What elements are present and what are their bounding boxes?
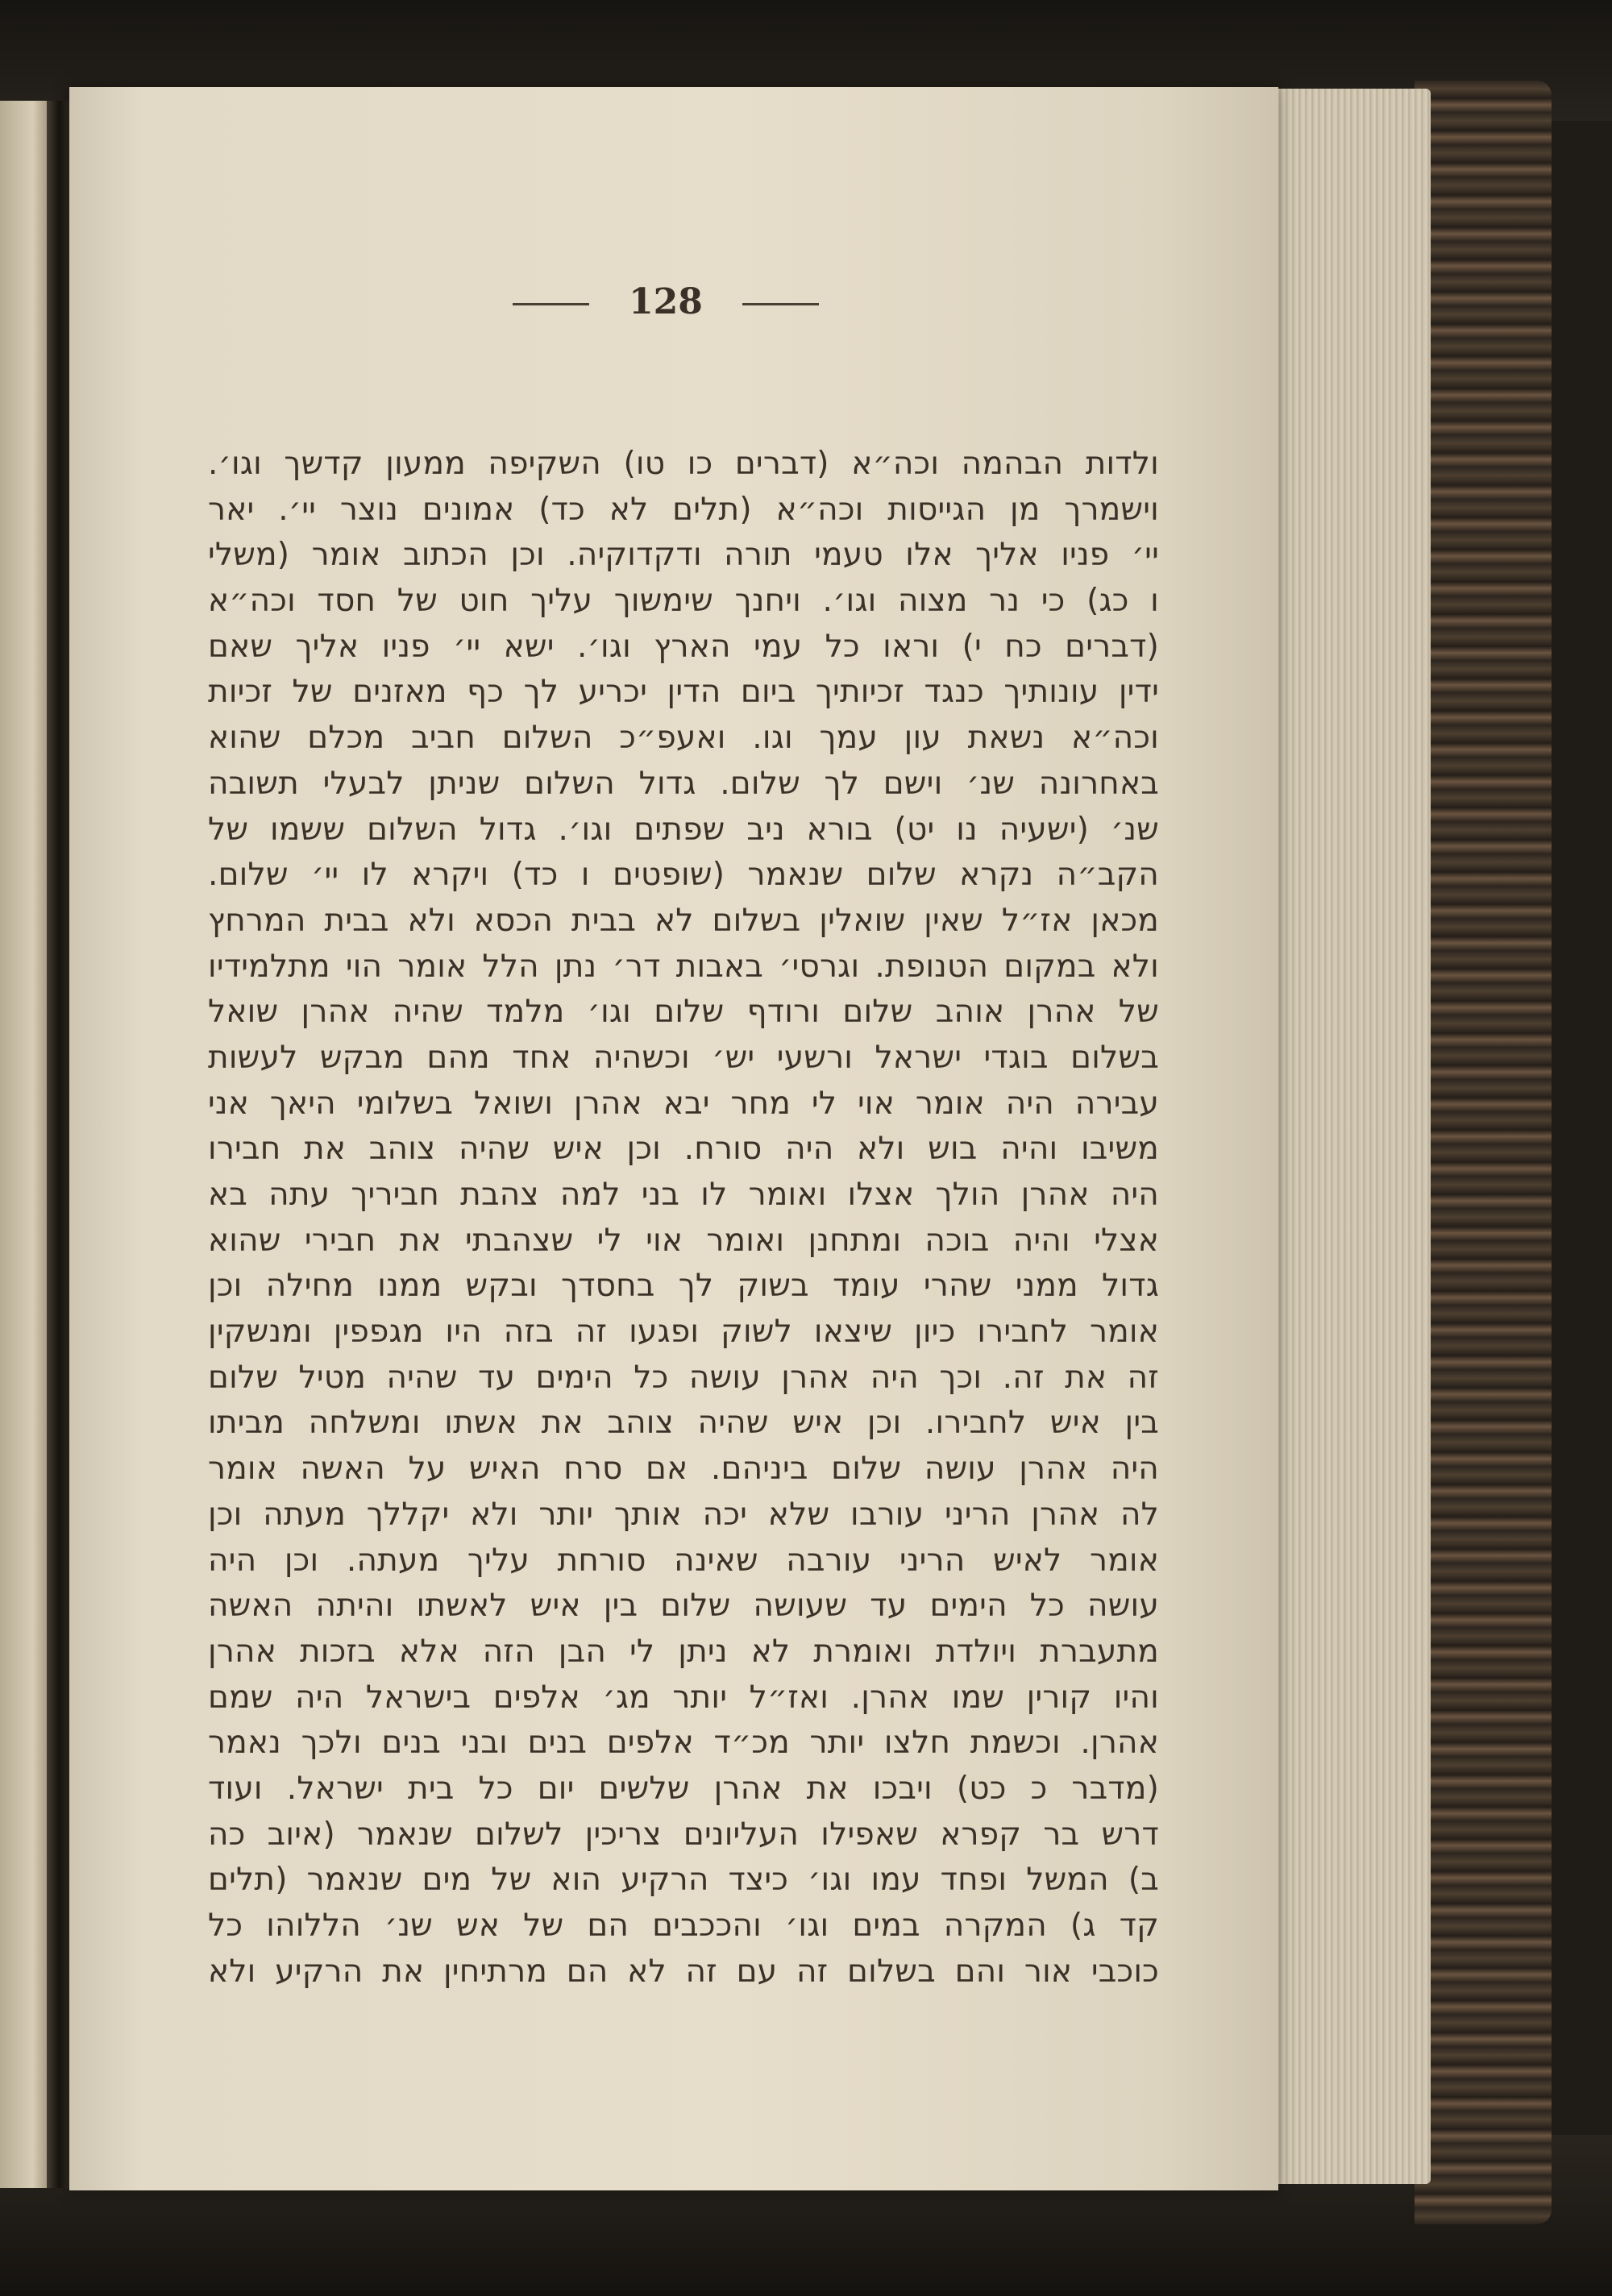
- text-line: ו כג) כי נר מצוה וגו׳. ויחנך שימשוך עליך חוט של חסד וכה״א: [208, 583, 1159, 620]
- text-line: ולא במקום הטנופת. וגרסי׳ באבות דר׳ נתן הלל אומר הוי מתלמידיו: [208, 948, 1159, 985]
- text-line: ידין עונותיך כנגד זכיותיך ביום הדין יכריע לך כף מאזנים של זכיות: [208, 674, 1159, 711]
- text-line: בין איש לחבירו. וכן איש שהיה צוהב את אשתו ומשלחה מביתו: [208, 1405, 1159, 1442]
- text-line: זה את זה. וכך היה אהרן עושה כל הימים עד שהיה מטיל שלום: [208, 1359, 1159, 1396]
- text-line: וישמרך מן הגייסות וכה״א (תלים לא כד) אמונים נוצר יי׳. יאר: [208, 491, 1159, 528]
- page-edges: [1269, 89, 1431, 2184]
- text-line: היה אהרן עושה שלום ביניהם. אם סרח האיש על האשה אומר: [208, 1451, 1159, 1488]
- text-line: יי׳ פניו אליך אלו טעמי תורה ודקדוקיה. וכן הכתוב אומר (משלי: [208, 537, 1159, 574]
- text-line: שנ׳ (ישעיה נו יט) בורא ניב שפתים וגו׳. גדול השלום ששמו של: [208, 811, 1159, 848]
- text-line: ולדות הבהמה וכה״א (דברים כו טו) השקיפה ממעון קדשך וגו׳.: [208, 446, 1159, 482]
- page-header: [505, 274, 827, 330]
- text-line: עבירה היה אומר אוי לי מחר יבא אהרן ושואל בשלומי היאך אני: [208, 1085, 1159, 1122]
- text-line: קד ג) המקרה במים וגו׳ והככבים הם של אש שנ׳ הללוהו כל: [208, 1908, 1159, 1944]
- header-rule-right: [742, 303, 819, 305]
- text-line: לה אהרן הריני עורבו שלא יכה אותך יותר ולא יקללך מעתה וכן: [208, 1496, 1159, 1533]
- text-line: היה אהרן הולך אצלו ואומר לו בני למה צהבת חביריך עתה בא: [208, 1177, 1159, 1213]
- page-number: 128: [629, 281, 703, 322]
- body-text: [208, 442, 1159, 1995]
- text-line: אצלי והיה בוכה ומתחנן ואומר אוי לי שצהבתי את חבירי שהוא: [208, 1222, 1159, 1259]
- previous-page-edge: [0, 101, 47, 2188]
- text-line: אומר לחבירו כיון שיצאו לשוק ופגעו זה בזה היו מגפפין ומנשקין: [208, 1314, 1159, 1351]
- text-line: (מדבר כ כט) ויבכו את אהרן שלשים יום כל בית ישראל. ועוד: [208, 1770, 1159, 1807]
- text-line: אהרן. וכשמת חלצו יותר מכ״ד אלפים בנים ובני בנים ולכך נאמר: [208, 1725, 1159, 1762]
- book-page: [69, 87, 1278, 2190]
- text-line: כוכבי אור והם בשלום זה עם זה לא הם מרתיחין את הרקיע ולא: [208, 1953, 1159, 1990]
- text-line: מכאן אז״ל שאין שואלין בשלום לא בבית הכסא ולא בבית המרחץ: [208, 902, 1159, 939]
- text-line: וכה״א נשאת עון עמך וגו. ואעפ״כ השלום חביב מכלם שהוא: [208, 720, 1159, 757]
- text-line: אומר לאיש הריני עורבה שאינה סורחת עליך מעתה. וכן היה: [208, 1542, 1159, 1579]
- text-line: של אהרן אוהב שלום ורודף שלום וגו׳ מלמד שהיה אהרן שואל: [208, 994, 1159, 1031]
- text-line: בשלום בוגדי ישראל ורשעי יש׳ וכשהיה אחד מהם מבקש לעשות: [208, 1039, 1159, 1076]
- text-line: והיו קורין שמו אהרן. ואז״ל יותר מג׳ אלפים בישראל היה שמם: [208, 1679, 1159, 1716]
- text-line: משיבו והיה בוש ולא היה סורח. וכן איש שהיה צוהב את חבירו: [208, 1131, 1159, 1168]
- text-line: גדול ממני שהרי עומד בשוק לך בחסדך ובקש ממנו מחילה וכן: [208, 1268, 1159, 1305]
- text-line: ב) המשל ופחד עמו וגו׳ כיצד הרקיע הוא של מים שנאמר (תלים: [208, 1862, 1159, 1899]
- book-cover-edge: [1415, 81, 1552, 2224]
- text-line: מתעברת ויולדת ואומרת לא ניתן לי הבן הזה אלא בזכות אהרן: [208, 1633, 1159, 1670]
- text-line: באחרונה שנ׳ וישם לך שלום. גדול השלום שניתן לבעלי תשובה: [208, 765, 1159, 802]
- text-line: הקב״ה נקרא שלום שנאמר (שופטים ו כד) ויקרא לו יי׳ שלום.: [208, 857, 1159, 894]
- text-line: (דברים כח י) וראו כל עמי הארץ וגו׳. ישא יי׳ פניו אליך שאם: [208, 628, 1159, 665]
- text-line: עושה כל הימים עד שעושה שלום בין איש לאשתו והיתה האשה: [208, 1588, 1159, 1625]
- text-line: דרש בר קפרא שאפילו העליונים צריכין לשלום שנאמר (איוב כה: [208, 1816, 1159, 1853]
